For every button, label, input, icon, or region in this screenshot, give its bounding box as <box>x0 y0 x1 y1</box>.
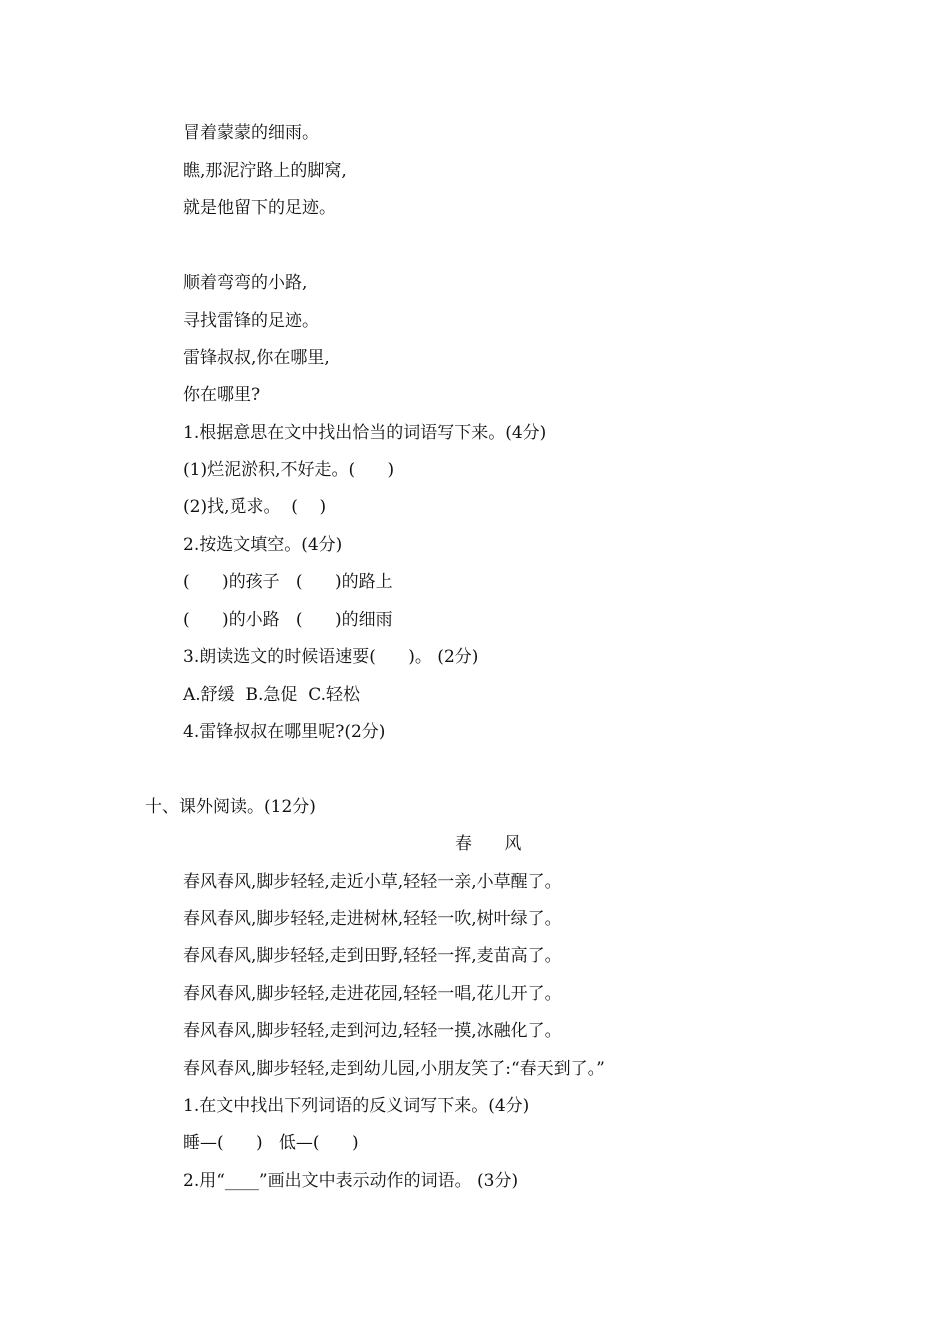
question-3: 3.朗读选文的时候语速要( )。 (2分) <box>183 647 479 667</box>
passage-line: 春风春风,脚步轻轻,走近小草,轻轻一亲,小草醒了。 <box>183 872 562 892</box>
question-4: 4.雷锋叔叔在哪里呢?(2分) <box>183 722 386 742</box>
passage-line: 春风春风,脚步轻轻,走进花园,轻轻一唱,花儿开了。 <box>183 984 562 1004</box>
section10-question-1-answer: 睡—( ) 低—( ) <box>183 1133 359 1153</box>
question-2-row-1: ( )的孩子 ( )的路上 <box>183 572 393 592</box>
question-1-item-2: (2)找,觅求。 ( ) <box>183 497 327 517</box>
question-1: 1.根据意思在文中找出恰当的词语写下来。(4分) <box>183 423 547 443</box>
question-1-item-1: (1)烂泥淤积,不好走。( ) <box>183 460 395 480</box>
question-3-options: A.舒缓 B.急促 C.轻松 <box>183 685 360 705</box>
section-heading: 十、课外阅读。(12分) <box>145 797 316 817</box>
section10-question-2: 2.用“____”画出文中表示动作的词语。 (3分) <box>183 1171 519 1191</box>
question-2: 2.按选文填空。(4分) <box>183 535 343 555</box>
poem-line: 你在哪里? <box>183 385 261 405</box>
passage-line: 春风春风,脚步轻轻,走到田野,轻轻一挥,麦苗高了。 <box>183 946 562 966</box>
poem-line: 寻找雷锋的足迹。 <box>183 311 319 331</box>
passage-line: 春风春风,脚步轻轻,走进树林,轻轻一吹,树叶绿了。 <box>183 909 562 929</box>
section10-question-1: 1.在文中找出下列词语的反义词写下来。(4分) <box>183 1096 530 1116</box>
poem-line: 就是他留下的足迹。 <box>183 198 336 218</box>
poem-line: 顺着弯弯的小路, <box>183 273 308 293</box>
passage-title: 春 风 <box>455 834 522 854</box>
question-2-row-2: ( )的小路 ( )的细雨 <box>183 610 393 630</box>
poem-line: 瞧,那泥泞路上的脚窝, <box>183 161 347 181</box>
passage-line: 春风春风,脚步轻轻,走到幼儿园,小朋友笑了:“春天到了。” <box>183 1059 605 1079</box>
poem-line: 冒着蒙蒙的细雨。 <box>183 123 319 143</box>
poem-line: 雷锋叔叔,你在哪里, <box>183 348 330 368</box>
passage-line: 春风春风,脚步轻轻,走到河边,轻轻一摸,冰融化了。 <box>183 1021 562 1041</box>
